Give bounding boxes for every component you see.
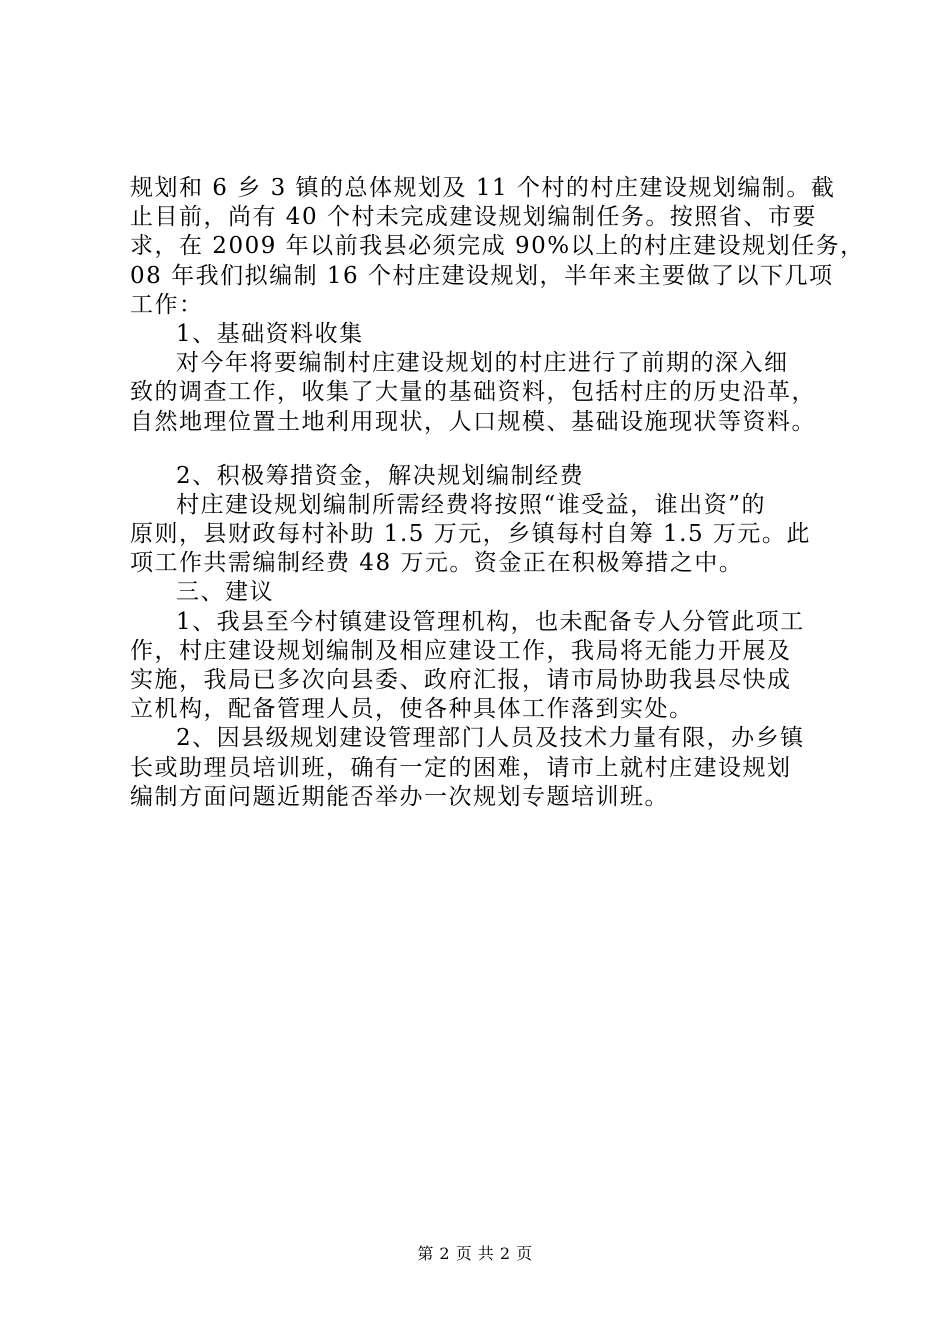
page-footer: 第 2 页 共 2 页 [417,1244,533,1263]
body-line: 原则，县财政每村补助 1.5 万元，乡镇每村自筹 1.5 万元。此 [130,521,811,548]
body-line: 工作： [130,291,204,318]
body-line: 村庄建设规划编制所需经费将按照“谁受益，谁出资”的 [176,491,767,518]
body-line: 实施，我局已多次向县委、政府汇报，请市局协助我县尽快成 [130,667,792,693]
body-line: 规划和 6 乡 3 镇的总体规划及 11 个村的村庄建设规划编制。截 [130,175,836,201]
body-line: 08 年我们拟编制 16 个村庄建设规划，半年来主要做了以下几项 [130,262,834,289]
section-heading: 2、积极筹措资金，解决规划编制经费 [176,462,585,489]
body-line: 1、我县至今村镇建设管理机构，也未配备专人分管此项工 [176,608,805,635]
body-line: 求，在 2009 年以前我县必须完成 90%以上的村庄建设规划任务， [130,233,865,260]
body-line: 项工作共需编制经费 48 万元。资金正在积极筹措之中。 [130,550,744,577]
section-heading: 三、建议 [176,579,274,606]
body-line: 对今年将要编制村庄建设规划的村庄进行了前期的深入细 [176,350,789,377]
body-line: 立机构，配备管理人员，使各种具体工作落到实处。 [130,696,694,723]
body-line: 致的调查工作，收集了大量的基础资料，包括村庄的历史沿革， [130,379,816,406]
body-line: 长或助理员培训班，确有一定的困难，请市上就村庄建设规划 [130,754,792,781]
document-body [130,174,865,812]
body-line: 编制方面问题近期能否举办一次规划专题培训班。 [130,783,669,810]
paragraph-gap [130,437,830,462]
body-line: 2、因县级规划建设管理部门人员及技术力量有限，办乡镇 [176,725,805,752]
body-line: 自然地理位置土地利用现状，人口规模、基础设施现状等资料。 [130,408,816,435]
body-line: 止目前，尚有 40 个村未完成建设规划编制任务。按照省、市要 [130,204,817,231]
section-heading: 1、基础资料收集 [176,320,364,347]
body-line: 作，村庄建设规划编制及相应建设工作，我局将无能力开展及 [130,637,792,664]
